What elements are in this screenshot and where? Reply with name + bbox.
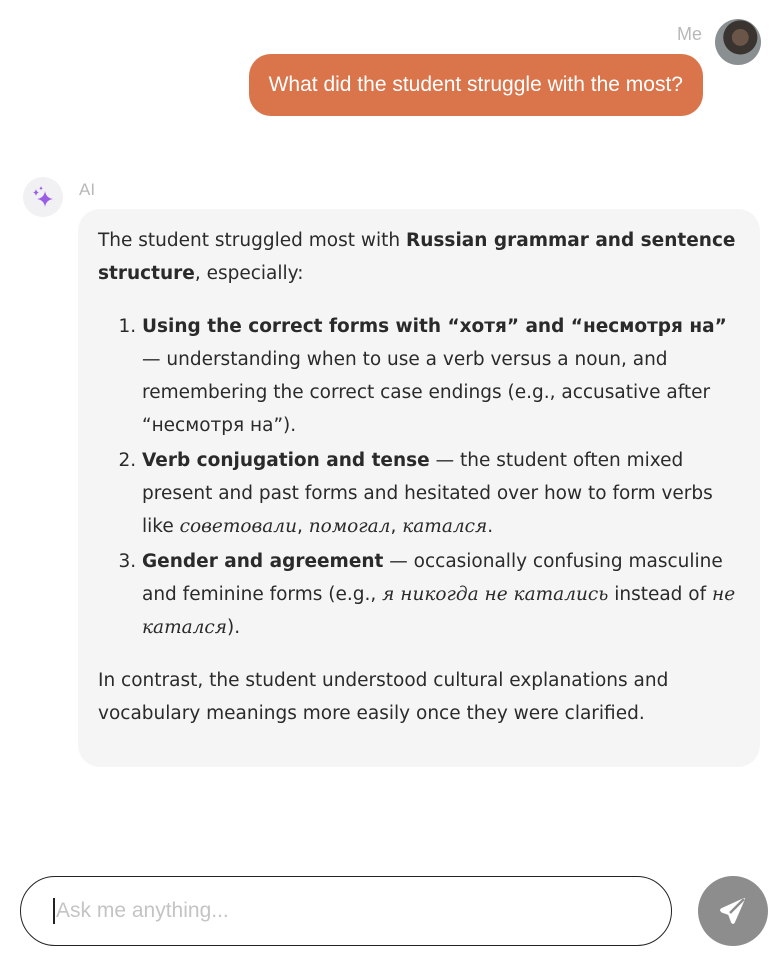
- send-icon: [716, 894, 750, 928]
- list-item: [142, 545, 740, 644]
- item-title: Verb conjugation and tense: [142, 450, 430, 471]
- item-text: — occasionally confusing masculine and feminine forms (e.g.,: [142, 551, 723, 605]
- example-phrase: я никогда не катались: [382, 584, 609, 605]
- sender-label-me: Me: [676, 24, 702, 44]
- sep: ,: [297, 516, 309, 537]
- list-item: [142, 444, 740, 543]
- sep: .: [487, 516, 494, 537]
- user-avatar: [715, 19, 761, 65]
- sender-label-ai: AI: [79, 180, 96, 199]
- item-text: — understanding when to use a verb versus a noun, and remembering the correct case endings (e.g., accusative after “несмотря на”).: [142, 349, 711, 436]
- item-text: — the student often mixed present and past forms and hesitated over how to form verbs like: [142, 450, 713, 537]
- item-title: Gender and agreement: [142, 551, 384, 572]
- example-word: помогал: [308, 516, 391, 537]
- send-button[interactable]: [698, 876, 768, 946]
- sep: ).: [227, 617, 241, 638]
- sparkle-icon: [23, 177, 63, 217]
- intro-bold: Russian grammar and sentence structure: [98, 230, 736, 284]
- user-message-bubble: What did the student struggle with the most?: [249, 54, 703, 116]
- intro-suffix: , especially:: [194, 263, 304, 284]
- list-item: [142, 310, 740, 442]
- example-word: катался: [402, 516, 488, 537]
- intro-text: The student struggled most with: [98, 230, 406, 251]
- ai-conclusion: In contrast, the student understood cultural explanations and vocabulary meanings more easily once they were clarified.: [98, 670, 669, 724]
- example-phrase: не катался: [142, 584, 736, 638]
- text-caret: [53, 898, 55, 924]
- ai-message-bubble: [78, 209, 760, 767]
- sep: ,: [390, 516, 403, 537]
- sep: instead of: [608, 584, 713, 605]
- chat-input[interactable]: [20, 876, 672, 946]
- item-title: Using the correct forms with “хотя” and “несмотря на”: [142, 316, 727, 337]
- input-placeholder: Ask me anything...: [56, 899, 229, 922]
- ai-intro: [98, 224, 740, 290]
- struggle-list: [142, 310, 740, 644]
- example-word: советовали: [179, 516, 297, 537]
